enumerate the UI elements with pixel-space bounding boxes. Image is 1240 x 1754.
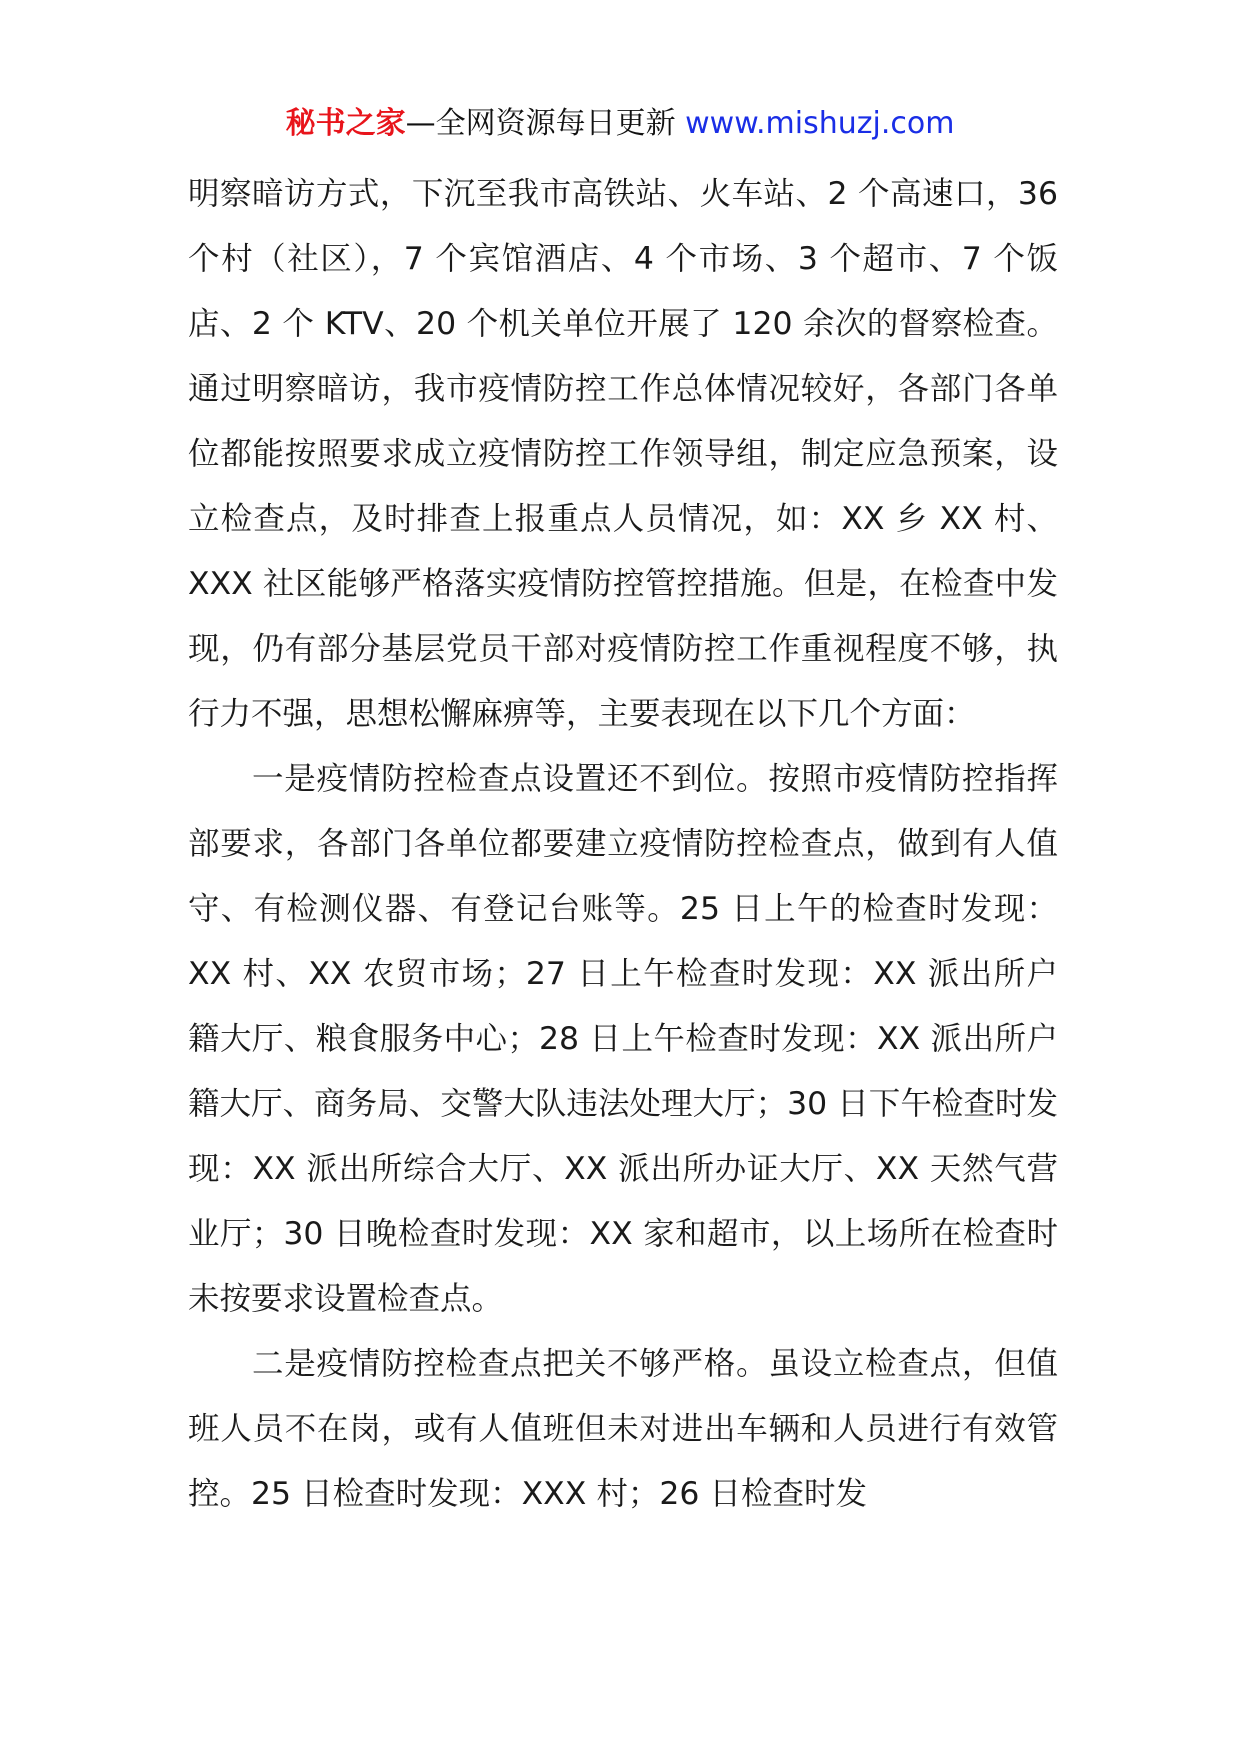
site-name: 秘书之家 — [285, 106, 406, 141]
header-tagline: —全网资源每日更新 — [405, 106, 686, 141]
body-paragraph-3: 二是疫情防控检查点把关不够严格。虽设立检查点，但值班人员不在岗，或有人值班但未对进出车辆和人员进行有效管控。25 日检查时发现：XXX 村；26 日检查时发 — [188, 1346, 1058, 1512]
document-body — [188, 162, 1058, 1527]
body-paragraph-2: 一是疫情防控检查点设置还不到位。按照市疫情防控指挥部要求，各部门各单位都要建立疫情防控检查点，做到有人值守、有检测仪器、有登记台账等。25 日上午的检查时发现：XX 村、XX 农贸市场；27 日上午检查时发现：XX 派出所户籍大厅、粮食服务中心；28 日上午检查时发现：XX 派出所户籍大厅、商务局、交警大队违法处理大厅；30 日下午检查时发现：XX 派出所综合大厅、XX 派出所办证大厅、XX 天然气营业厅；30 日晚检查时发现：XX 家和超市，以上场所在检查时未按要求设置检查点。 — [188, 761, 1058, 1317]
body-paragraph-1: 明察暗访方式，下沉至我市高铁站、火车站、2 个高速口，36 个村（社区），7 个宾馆酒店、4 个市场、3 个超市、7 个饭店、2 个 KTV、20 个机关单位开展了 120 余次的督察检查。通过明察暗访，我市疫情防控工作总体情况较好，各部门各单位都能按照要求成立疫情防控工作领导组，制定应急预案，设立检查点，及时排查上报重点人员情况，如：XX 乡 XX 村、XXX 社区能够严格落实疫情防控管控措施。但是，在检查中发现，仍有部分基层党员干部对疫情防控工作重视程度不够，执行力不强，思想松懈麻痹等，主要表现在以下几个方面： — [188, 176, 1058, 732]
page-header — [0, 104, 1240, 144]
site-url-link[interactable]: www.mishuzj.com — [685, 106, 955, 141]
